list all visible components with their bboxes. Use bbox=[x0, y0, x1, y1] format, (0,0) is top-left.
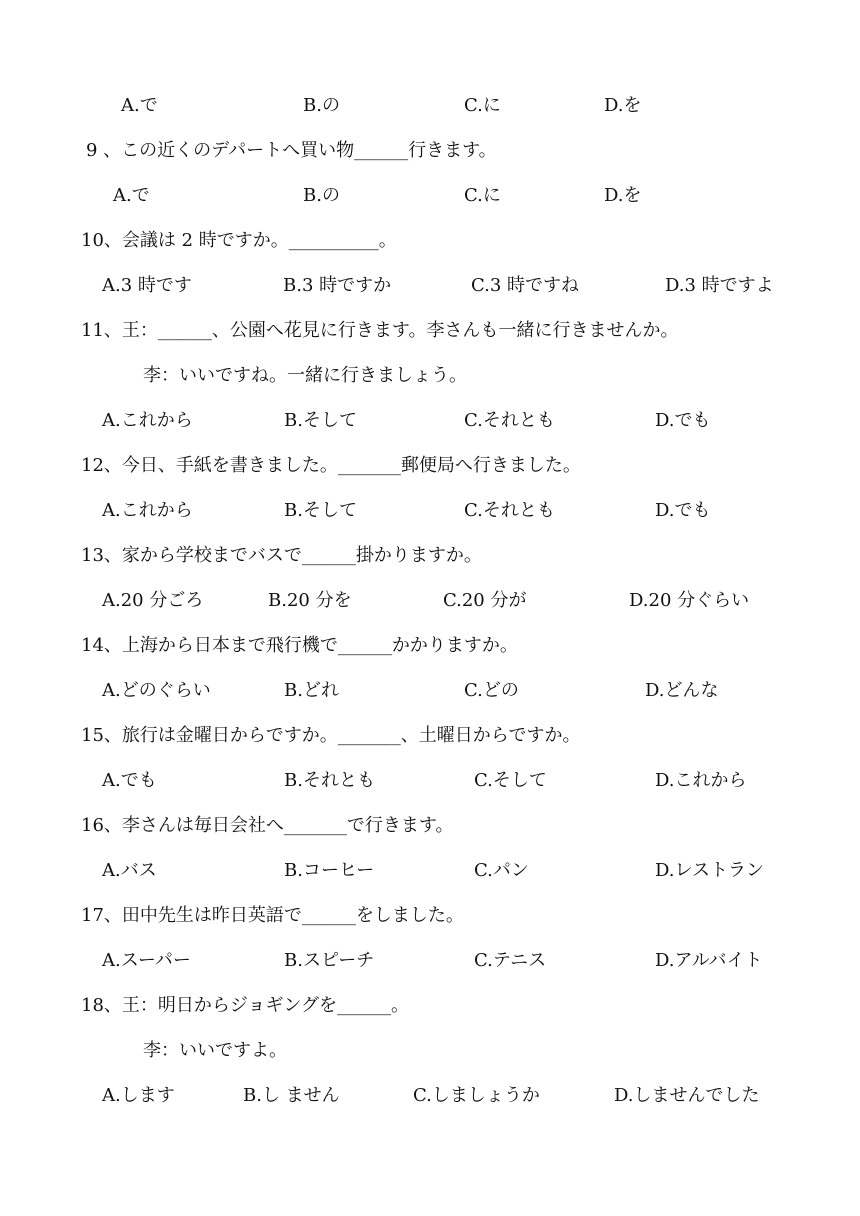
q13-option-a: A.20 分ごろ bbox=[102, 590, 204, 611]
question-15-text: 15、旅行は金曜日からですか。_______、土曜日からですか。 bbox=[81, 725, 581, 746]
q18-option-c: C.しましょうか bbox=[413, 1085, 540, 1106]
q12-option-c: C.それとも bbox=[464, 500, 555, 521]
q16-option-b: B.コーヒー bbox=[284, 860, 375, 881]
q15-option-b: B.それとも bbox=[284, 770, 375, 791]
q14-option-c: C.どの bbox=[464, 680, 519, 701]
q17-option-b: B.スピーチ bbox=[284, 950, 375, 971]
q10-option-d: D.3 時ですよ bbox=[665, 275, 774, 296]
question-18-text: 18、王：明日からジョギングを______。 bbox=[81, 995, 410, 1016]
q12-option-d: D.でも bbox=[655, 500, 711, 521]
question-16-text: 16、李さんは毎日会社へ_______で行きます。 bbox=[81, 815, 454, 836]
q9-option-b: B.の bbox=[303, 185, 340, 206]
question-12-text: 12、今日、手紙を書きました。_______郵便局へ行きました。 bbox=[81, 455, 581, 476]
q12-option-a: A.これから bbox=[102, 500, 193, 521]
q15-option-a: A.でも bbox=[102, 770, 157, 791]
q8-option-b: B.の bbox=[303, 95, 340, 116]
q18-option-d: D.しませんでした bbox=[614, 1085, 760, 1106]
q13-option-d: D.20 分ぐらい bbox=[629, 590, 750, 611]
question-11-text: 11、王：______、公園へ花見に行きます。李さんも一緒に行きませんか。 bbox=[81, 320, 679, 341]
question-14-text: 14、上海から日本まで飛行機で______かかりますか。 bbox=[81, 635, 518, 656]
q15-option-d: D.これから bbox=[655, 770, 747, 791]
question-18-reply: 李：いいですよ。 bbox=[143, 1040, 287, 1061]
q17-option-c: C.テニス bbox=[474, 950, 547, 971]
q16-option-d: D.レストラン bbox=[655, 860, 764, 881]
q14-option-a: A.どのぐらい bbox=[102, 680, 211, 701]
question-11-reply: 李：いいですね。一緒に行きましょう。 bbox=[143, 365, 467, 386]
question-13-text: 13、家から学校までバスで______掛かりますか。 bbox=[81, 545, 482, 566]
q9-option-c: C.に bbox=[464, 185, 501, 206]
q13-option-b: B.20 分を bbox=[268, 590, 352, 611]
q11-option-a: A.これから bbox=[102, 410, 193, 431]
q11-option-c: C.それとも bbox=[464, 410, 555, 431]
q8-option-a: A.で bbox=[121, 95, 158, 116]
question-10-text: 10、会議は 2 時ですか。__________。 bbox=[81, 230, 397, 251]
q10-option-a: A.3 時です bbox=[102, 275, 192, 296]
q14-option-d: D.どんな bbox=[645, 680, 719, 701]
q10-option-c: C.3 時ですね bbox=[471, 275, 580, 296]
q8-option-c: C.に bbox=[464, 95, 501, 116]
question-9-text: 9 、この近くのデパートへ買い物______行きます。 bbox=[86, 140, 497, 161]
question-17-text: 17、田中先生は昨日英語で______をしました。 bbox=[81, 905, 464, 926]
q9-option-a: A.で bbox=[113, 185, 150, 206]
q11-option-d: D.でも bbox=[655, 410, 711, 431]
q12-option-b: B.そして bbox=[284, 500, 357, 521]
q11-option-b: B.そして bbox=[284, 410, 357, 431]
q8-option-d: D.を bbox=[604, 95, 642, 116]
q18-option-b: B.し ません bbox=[243, 1085, 340, 1106]
q9-option-d: D.を bbox=[604, 185, 642, 206]
q18-option-a: A.します bbox=[102, 1085, 175, 1106]
q16-option-c: C.パン bbox=[474, 860, 529, 881]
q14-option-b: B.どれ bbox=[284, 680, 339, 701]
q17-option-d: D.アルバイト bbox=[655, 950, 763, 971]
q16-option-a: A.バス bbox=[102, 860, 157, 881]
q13-option-c: C.20 分が bbox=[443, 590, 527, 611]
q15-option-c: C.そして bbox=[474, 770, 547, 791]
q17-option-a: A.スーパー bbox=[102, 950, 191, 971]
q10-option-b: B.3 時ですか bbox=[283, 275, 392, 296]
